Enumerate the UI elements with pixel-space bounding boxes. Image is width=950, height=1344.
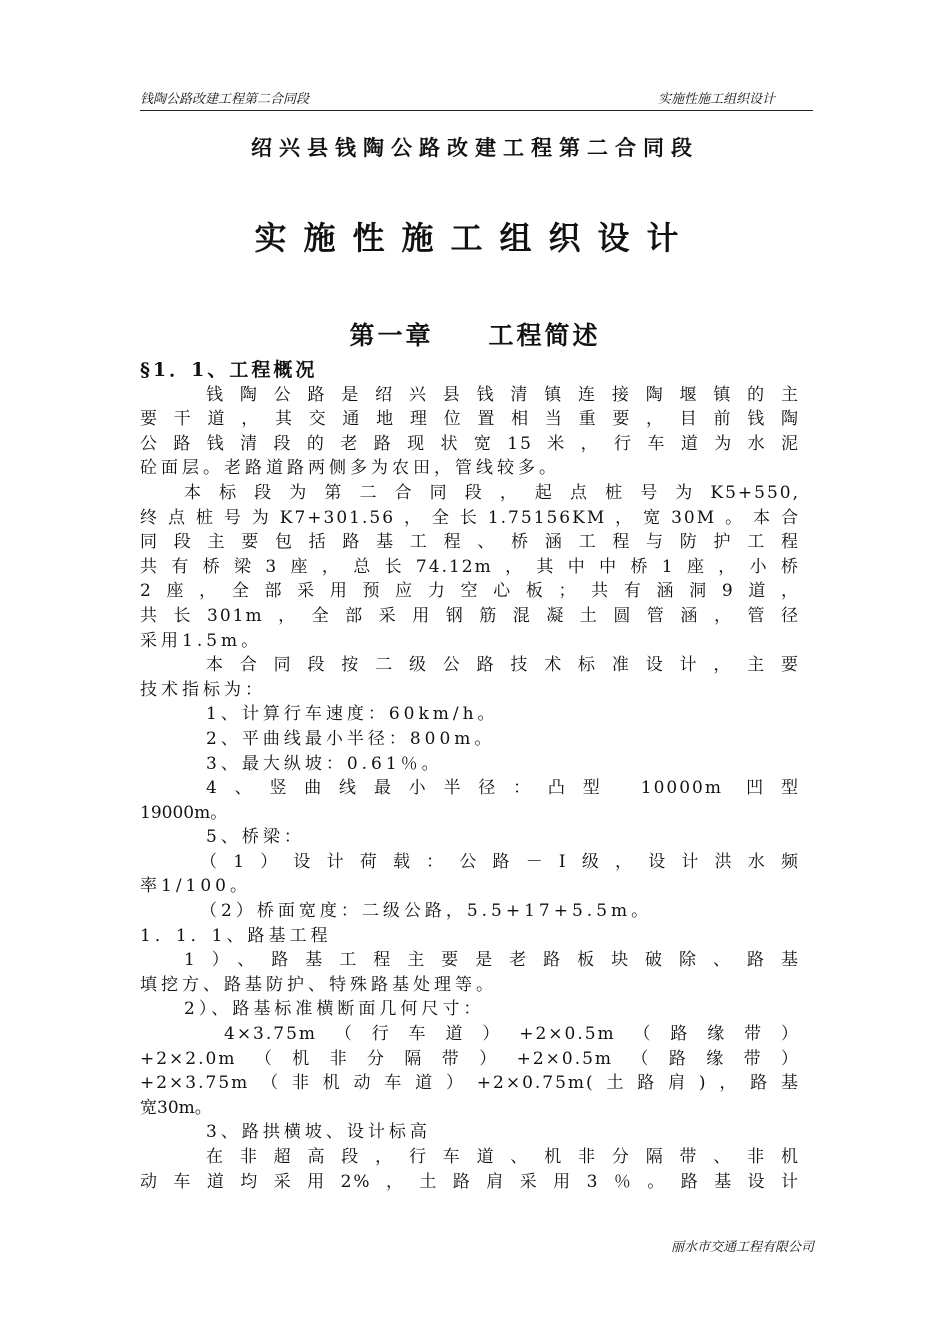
text-line: 2、平曲线最小半径：800m。 (206, 728, 496, 749)
text-line: 在非超高段，行车道、机非分隔带、非机 (206, 1147, 800, 1167)
text-line: 4、竖曲线最小半径：凸型 10000m 凹型 (206, 778, 800, 799)
text-line: 技术指标为： (140, 679, 266, 700)
text-line: 同段主要包括路基工程、桥涵工程与防护工程 (140, 532, 800, 553)
text-line: 公路钱清段的老路现状宽15米，行车道为水泥 (140, 433, 800, 454)
section-heading: §1．1、工程概况 (140, 359, 318, 381)
text-line: 动车道均采用2%，土路肩采用3％。路基设计 (140, 1171, 800, 1192)
text-line: 宽30m。 (140, 1097, 212, 1118)
text-line: 3、最大纵坡：0.61％。 (206, 753, 443, 774)
text-line: 19000m。 (140, 802, 228, 823)
project-title: 绍兴县钱陶公路改建工程第二合同段 (251, 135, 699, 160)
text-line: 填挖方、路基防护、特殊路基处理等。 (140, 974, 497, 995)
header-project-name: 钱陶公路改建工程第二合同段 (140, 92, 310, 107)
text-line: 2）、路基标准横断面几何尺寸： (184, 999, 485, 1020)
text-line: （1）设计荷载：公路－Ⅰ级，设计洪水频 (200, 851, 800, 872)
chapter-title (0, 316, 950, 352)
text-line: 本标段为第二合同段，起点桩号为K5+550, (184, 482, 800, 503)
text-line: （2）桥面宽度：二级公路，5.5+17+5.5m。 (200, 901, 653, 922)
page-header (140, 88, 813, 111)
text-line: 5、桥梁： (206, 827, 305, 848)
text-line: 共有桥梁3座，总长74.12m，其中中桥1座，小桥 (140, 556, 800, 577)
text-line: 本合同段按二级公路技术标准设计，主要 (206, 655, 800, 676)
text-line: +2×3.75m（非机动车道）+2×0.75m(土路肩)，路基 (140, 1073, 800, 1094)
chapter-name: 工程简述 (488, 321, 601, 350)
body-text (140, 358, 800, 1194)
text-line: 钱陶公路是绍兴县钱清镇连接陶堰镇的主 (206, 384, 800, 405)
text-line: 采用1.5m。 (140, 630, 263, 651)
page-footer-company: 丽水市交通工程有限公司 (670, 1240, 814, 1255)
text-line: 终点桩号为K7+301.56，全长1.75156KM，宽30M。本合 (140, 507, 800, 528)
text-line: 3、路拱横坡、设计标高 (206, 1122, 431, 1143)
chapter-number: 第一章 (349, 321, 434, 350)
text-line: 共长301m，全部采用钢筋混凝土圆管涵，管径 (140, 605, 800, 626)
document-title: 实施性施工组织设计 (254, 219, 696, 257)
text-line: 2座，全部采用预应力空心板；共有涵洞9道， (140, 581, 800, 602)
text-line: 要干道，其交通地理位置相当重要，目前钱陶 (140, 409, 800, 430)
text-line: 率1/100。 (140, 876, 251, 897)
text-line: 1．1．1、路基工程 (140, 925, 332, 946)
text-line: 4×3.75m（行车道）+2×0.5m（路缘带） (224, 1024, 800, 1045)
text-line: 1、计算行车速度：60km/h。 (206, 704, 499, 725)
header-doc-type: 实施性施工组织设计 (657, 92, 775, 107)
text-line: +2×2.0m（机非分隔带）+2×0.5m（路缘带） (140, 1048, 800, 1069)
text-line: 砼面层。老路道路两侧多为农田，管线较多。 (140, 458, 560, 479)
text-line: 1）、路基工程主要是老路板块破除、路基 (184, 950, 800, 971)
